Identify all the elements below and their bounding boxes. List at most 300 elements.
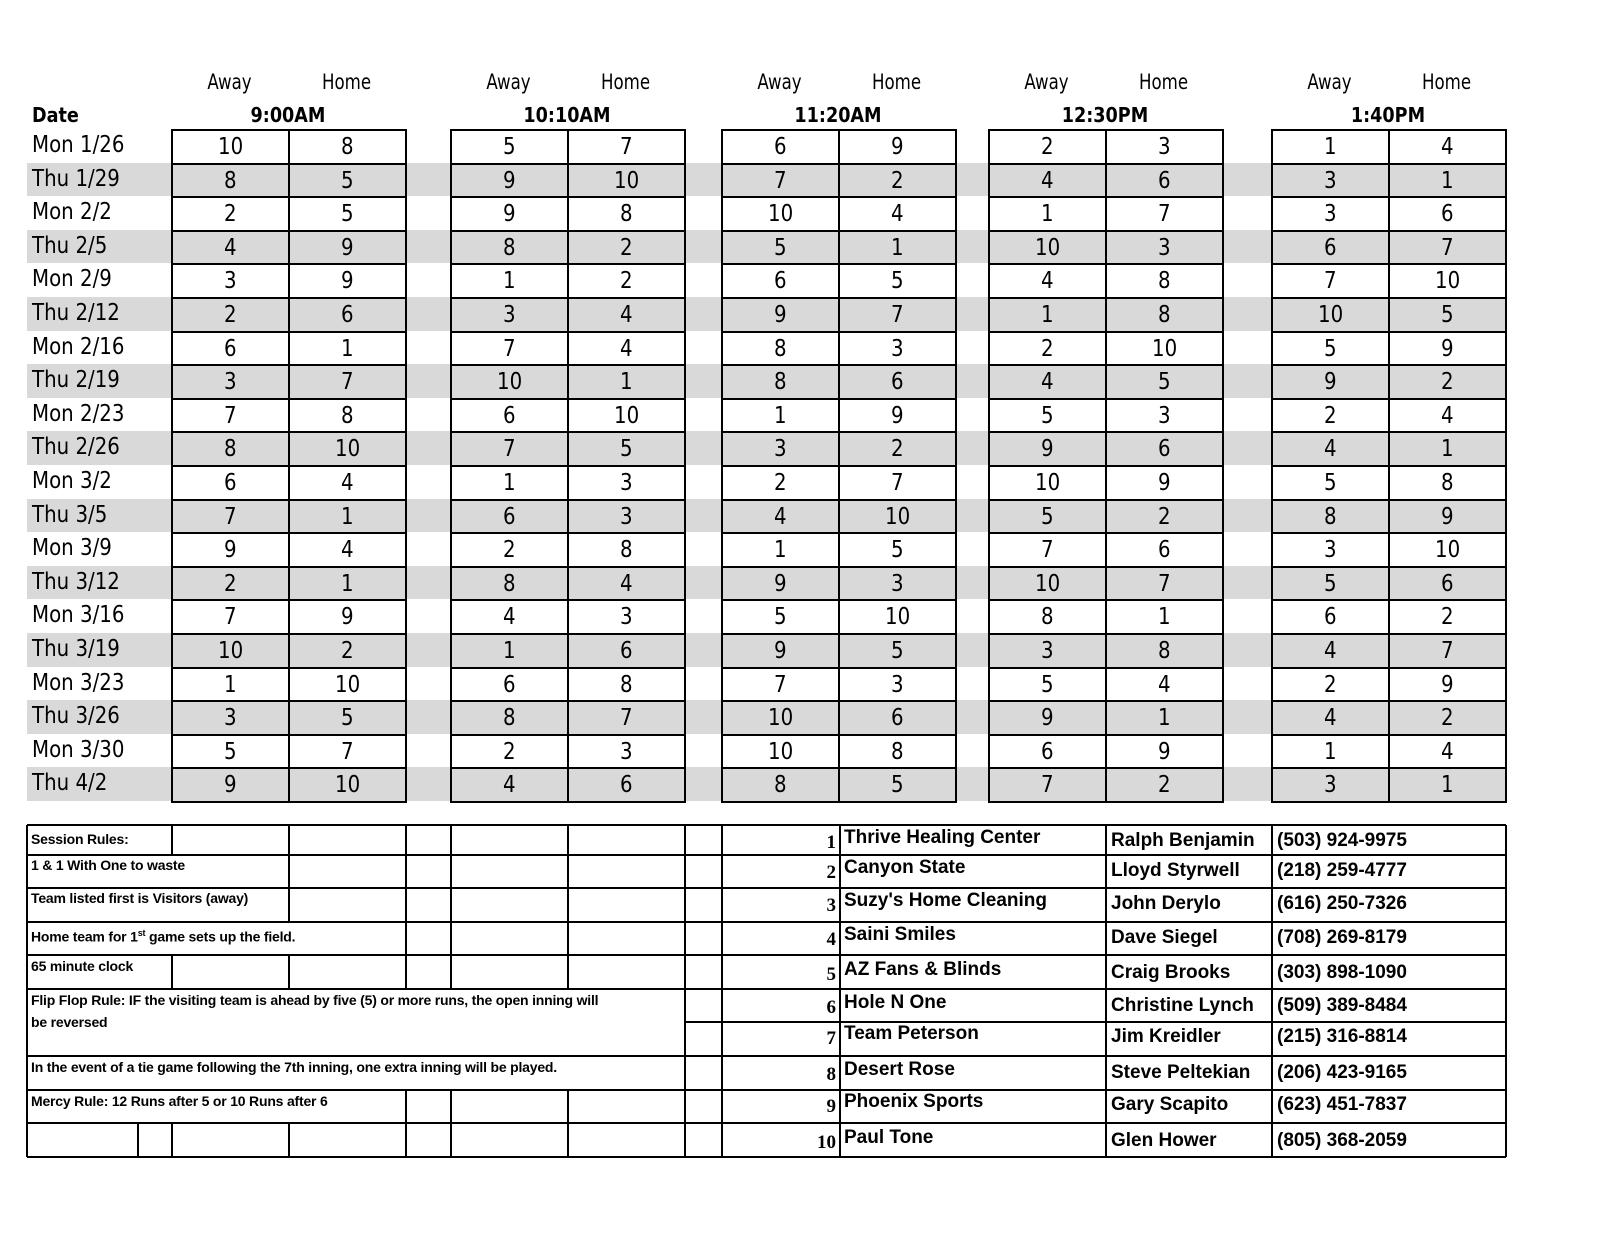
team-number: 3 [891,570,904,597]
away-team-cell [990,601,1107,635]
away-team-cell [173,769,290,803]
home-team-cell [1389,702,1506,736]
team-number: 10 [334,671,361,698]
team-number: 2 [503,537,516,564]
team-number: 3 [891,335,904,362]
team-number: 4 [1041,167,1054,194]
away-team-cell [990,131,1107,165]
home-team-cell [1389,601,1506,635]
team-number: 1 [1441,772,1454,799]
away-team-cell [723,467,840,501]
team-number: 3 [620,604,633,631]
team-phone: (503) 924-9975 [1277,830,1407,851]
team-number: 4 [1441,402,1454,429]
grid-line [405,1090,407,1123]
home-team-cell [568,198,685,232]
team-number: 3 [1158,134,1171,160]
team-number: 2 [1441,604,1454,631]
team-number: 7 [891,470,904,496]
away-team-cell [173,534,290,568]
team-number: 6 [1041,738,1054,765]
home-team-cell [1389,366,1506,400]
team-number: 8 [503,570,516,597]
team-number: 10 [334,772,361,799]
game-grid [450,129,686,803]
home-team-cell [1106,366,1223,400]
team-number: 8 [224,167,237,194]
team-number: 2 [1041,335,1054,362]
team-number: 3 [774,436,787,463]
away-team-cell [990,198,1107,232]
home-team-cell [1389,534,1506,568]
team-number: 9 [503,167,516,194]
away-team-cell [990,366,1107,400]
game-grid [721,129,957,803]
away-team-cell [452,635,569,669]
away-team-cell [990,669,1107,703]
away-team-cell [173,232,290,266]
team-phone: (708) 269-8179 [1277,927,1407,948]
home-team-cell [839,501,956,535]
team-contact: Christine Lynch [1111,995,1254,1016]
team-number: 6 [503,503,516,530]
away-team-cell [452,165,569,199]
away-team-cell [723,769,840,803]
time-slot-header: 12:30PM [1061,103,1149,127]
home-team-cell [1106,635,1223,669]
home-team-cell [839,736,956,770]
team-number: 10 [767,738,794,765]
team-number: 3 [1324,201,1337,228]
grid-line [721,825,723,1157]
team-number: 7 [503,335,516,362]
team-number: 2 [1441,705,1454,732]
home-team-cell [1389,400,1506,434]
team-number: 6 [826,997,836,1018]
team-number: 6 [774,268,787,295]
home-team-cell [1106,433,1223,467]
home-team-cell [289,736,406,770]
grid-line [171,955,173,989]
grid-line [288,955,290,989]
home-header: Home [321,70,372,94]
away-team-cell [452,501,569,535]
away-team-cell [173,635,290,669]
team-phone: (509) 389-8484 [1277,995,1407,1016]
away-team-cell [452,299,569,333]
team-number: 1 [1441,167,1454,194]
team-name: AZ Fans & Blinds [844,959,1002,980]
team-number: 6 [1158,167,1171,194]
away-team-cell [452,433,569,467]
team-number: 6 [774,134,787,160]
team-number: 7 [620,134,633,160]
team-contact: Ralph Benjamin [1111,830,1255,851]
away-team-cell [723,702,840,736]
home-team-cell [839,131,956,165]
home-team-cell [839,400,956,434]
team-number: 8 [341,402,354,429]
away-team-cell [452,702,569,736]
team-number: 9 [224,772,237,799]
team-number: 7 [224,402,237,429]
home-team-cell [1389,501,1506,535]
team-number: 4 [1324,436,1337,463]
away-team-cell [990,534,1107,568]
home-team-cell [1389,736,1506,770]
team-number: 9 [341,268,354,295]
team-name: Paul Tone [844,1127,934,1148]
date-cell: Thu 1/29 [32,165,120,192]
grid-line [450,955,452,989]
grid-line [685,1021,1506,1023]
date-cell: Thu 2/5 [32,232,108,259]
team-number: 1 [1324,738,1337,765]
away-team-cell [452,366,569,400]
team-number: 9 [891,402,904,429]
team-number: 3 [620,470,633,496]
team-number: 10 [613,402,640,429]
team-number: 7 [826,1028,836,1049]
rule-clock: 65 minute clock [31,958,134,974]
team-number: 9 [1158,738,1171,765]
team-number: 9 [1041,436,1054,463]
grid-line [27,1055,1506,1057]
team-number: 7 [1158,570,1171,597]
away-team-cell [452,534,569,568]
date-cell: Mon 2/9 [32,266,112,293]
away-team-cell [723,601,840,635]
team-number: 7 [774,671,787,698]
team-number: 8 [620,537,633,564]
away-team-cell [990,265,1107,299]
team-number: 8 [341,134,354,160]
team-number: 3 [224,268,237,295]
team-number: 7 [224,503,237,530]
team-phone: (206) 423-9165 [1277,1062,1407,1083]
home-team-cell [568,769,685,803]
away-team-cell [723,131,840,165]
team-number: 4 [1324,705,1337,732]
team-number: 9 [1158,470,1171,496]
grid-line [567,955,569,989]
grid-line [288,825,290,855]
away-team-cell [990,299,1107,333]
team-number: 9 [503,201,516,228]
team-number: 5 [1324,335,1337,362]
away-team-cell [723,232,840,266]
home-team-cell [839,568,956,602]
team-number: 3 [826,895,836,916]
team-number: 7 [224,604,237,631]
team-number: 1 [1041,302,1054,328]
team-number: 9 [826,1096,836,1117]
grid-line [27,824,1506,826]
home-team-cell [1389,769,1506,803]
away-team-cell [1273,702,1390,736]
team-number: 6 [1158,537,1171,564]
away-team-cell [173,265,290,299]
grid-line [27,988,1506,990]
away-team-cell [1273,769,1390,803]
away-team-cell [990,635,1107,669]
team-name: Canyon State [844,857,966,878]
home-team-cell [1389,232,1506,266]
team-number: 3 [1324,167,1337,194]
team-number: 5 [891,268,904,295]
team-number: 8 [1441,470,1454,496]
team-number: 9 [341,604,354,631]
team-number: 4 [1441,738,1454,765]
team-number: 2 [891,436,904,463]
away-header: Away [486,70,531,94]
away-team-cell [1273,601,1390,635]
team-number: 6 [891,705,904,732]
team-name: Suzy's Home Cleaning [844,890,1048,911]
team-number: 8 [1158,268,1171,295]
team-number: 3 [224,705,237,732]
grid-line [405,955,407,989]
team-number: 10 [217,638,244,664]
away-team-cell [723,198,840,232]
team-number: 2 [774,470,787,496]
home-team-cell [1106,501,1223,535]
away-team-cell [173,669,290,703]
team-number: 10 [1034,234,1061,261]
team-number: 6 [620,638,633,664]
team-number: 7 [1158,201,1171,228]
home-team-cell [289,333,406,367]
team-number: 2 [224,201,237,228]
home-team-cell [568,501,685,535]
home-team-cell [568,366,685,400]
team-number: 1 [1324,134,1337,160]
home-team-cell [839,165,956,199]
team-number: 6 [1324,234,1337,261]
team-number: 5 [1441,302,1454,328]
rule-home-team-sup: st [137,928,146,938]
team-number: 4 [826,929,836,950]
grid-line [26,825,28,1157]
home-team-cell [1106,736,1223,770]
home-header: Home [1421,70,1472,94]
team-number: 4 [1441,134,1454,160]
home-team-cell [1389,165,1506,199]
away-team-cell [452,769,569,803]
away-team-cell [173,601,290,635]
away-team-cell [990,736,1107,770]
team-number: 6 [224,335,237,362]
team-number: 6 [1158,436,1171,463]
team-number: 3 [224,369,237,396]
home-team-cell [839,467,956,501]
team-number: 1 [891,234,904,261]
home-team-cell [1106,165,1223,199]
home-team-cell [1106,232,1223,266]
home-team-cell [1106,534,1223,568]
team-number: 10 [1034,570,1061,597]
date-cell: Thu 4/2 [32,770,108,797]
team-number: 3 [503,302,516,328]
team-number: 1 [224,671,237,698]
home-team-cell [568,702,685,736]
team-number: 8 [774,335,787,362]
team-number: 1 [620,369,633,396]
away-team-cell [1273,433,1390,467]
home-header: Home [600,70,651,94]
date-cell: Mon 3/2 [32,468,112,494]
away-team-cell [173,299,290,333]
grid-line [450,888,452,922]
home-team-cell [289,635,406,669]
home-header: Home [1138,70,1189,94]
home-team-cell [839,232,956,266]
team-number: 3 [891,671,904,698]
team-number: 3 [1324,772,1337,799]
team-number: 3 [1158,402,1171,429]
away-team-cell [1273,265,1390,299]
team-number: 4 [503,604,516,631]
grid-line [288,855,290,888]
away-team-cell [452,131,569,165]
away-team-cell [452,669,569,703]
team-number: 10 [767,201,794,228]
team-number: 9 [1441,671,1454,698]
team-number: 6 [891,369,904,396]
team-number: 9 [224,537,237,564]
team-number: 10 [217,134,244,160]
team-number: 5 [891,638,904,664]
team-phone: (805) 368-2059 [1277,1130,1407,1151]
team-number: 7 [1441,638,1454,664]
away-team-cell [452,601,569,635]
home-team-cell [1389,299,1506,333]
team-name: Team Peterson [844,1023,979,1044]
home-team-cell [1106,601,1223,635]
team-number: 7 [503,436,516,463]
team-contact: Craig Brooks [1111,962,1231,983]
team-number: 10 [496,369,523,396]
grid-line [567,888,569,922]
grid-line [450,1090,452,1123]
rule-home-team-suffix: game sets up the field. [145,928,296,945]
team-contact: Steve Peltekian [1111,1062,1251,1083]
team-number: 10 [613,167,640,194]
team-number: 1 [1158,705,1171,732]
home-team-cell [289,366,406,400]
home-team-cell [839,635,956,669]
home-team-cell [1106,702,1223,736]
away-team-cell [173,400,290,434]
team-number: 5 [1324,470,1337,496]
grid-line [1271,825,1273,1157]
home-team-cell [568,635,685,669]
home-team-cell [568,433,685,467]
grid-line [684,825,686,1157]
home-team-cell [1106,333,1223,367]
away-team-cell [452,736,569,770]
away-team-cell [173,333,290,367]
date-cell: Thu 3/12 [32,568,120,595]
grid-line [450,1123,452,1157]
home-team-cell [289,198,406,232]
home-team-cell [1389,333,1506,367]
team-number: 5 [1041,503,1054,530]
team-contact: John Derylo [1111,893,1221,914]
home-team-cell [289,534,406,568]
team-number: 8 [503,705,516,732]
team-number: 1 [503,470,516,496]
team-number: 10 [1034,470,1061,496]
team-number: 6 [341,302,354,328]
away-team-cell [1273,534,1390,568]
time-slot-header: 11:20AM [794,103,882,127]
away-team-cell [1273,198,1390,232]
team-contact: Lloyd Styrwell [1111,860,1240,881]
team-number: 8 [774,772,787,799]
team-number: 10 [334,436,361,463]
team-number: 1 [341,503,354,530]
home-team-cell [289,433,406,467]
team-number: 4 [1324,638,1337,664]
team-number: 8 [503,234,516,261]
team-number: 9 [1441,335,1454,362]
away-team-cell [173,131,290,165]
away-team-cell [1273,333,1390,367]
team-number: 4 [341,470,354,496]
home-team-cell [568,534,685,568]
away-team-cell [1273,131,1390,165]
team-number: 8 [891,738,904,765]
team-number: 1 [1041,201,1054,228]
home-team-cell [1106,467,1223,501]
team-number: 2 [1441,369,1454,396]
team-number: 4 [341,537,354,564]
team-number: 2 [341,638,354,664]
team-number: 5 [891,772,904,799]
home-team-cell [568,568,685,602]
home-team-cell [1106,265,1223,299]
home-team-cell [839,601,956,635]
team-number: 7 [341,369,354,396]
grid-line [171,1123,173,1157]
team-number: 5 [1041,671,1054,698]
team-number: 2 [1158,772,1171,799]
home-team-cell [1389,467,1506,501]
away-team-cell [990,702,1107,736]
home-team-cell [1106,568,1223,602]
away-header: Away [757,70,802,94]
away-team-cell [173,165,290,199]
team-number: 5 [224,738,237,765]
team-number: 5 [1041,402,1054,429]
grid-line [567,825,569,855]
away-team-cell [173,433,290,467]
team-number: 6 [1324,604,1337,631]
team-number: 3 [1041,638,1054,664]
team-number: 1 [341,570,354,597]
team-number: 10 [884,604,911,631]
away-team-cell [173,467,290,501]
team-number: 2 [1041,134,1054,160]
team-number: 10 [1317,302,1344,328]
team-number: 7 [1324,268,1337,295]
team-name: Thrive Healing Center [844,827,1041,848]
away-team-cell [990,400,1107,434]
grid-line [137,1123,139,1157]
grid-line [567,1090,569,1123]
grid-line [839,825,841,1157]
